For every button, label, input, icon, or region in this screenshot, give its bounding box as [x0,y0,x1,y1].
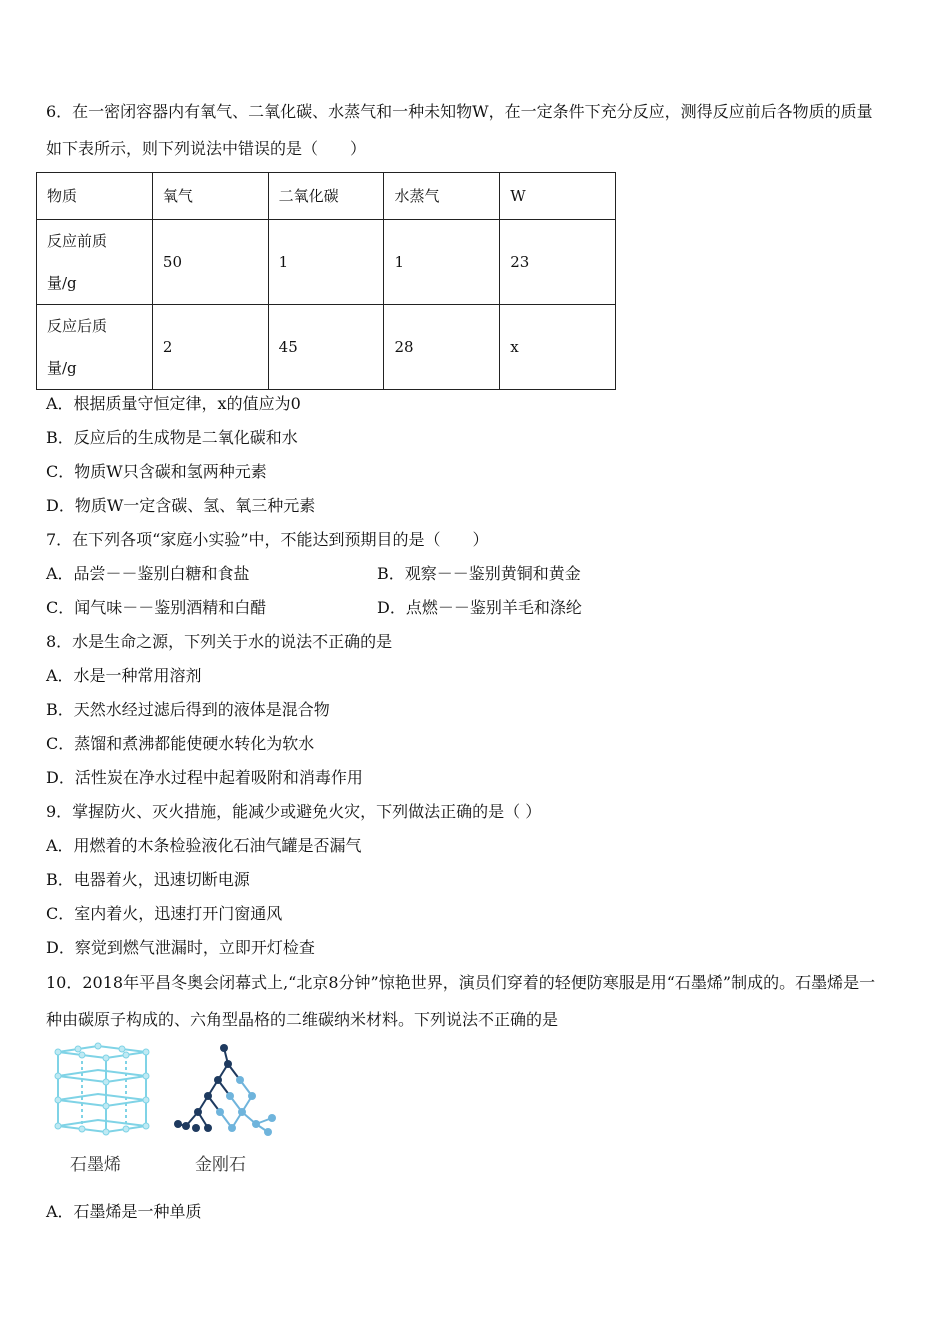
q9-option-c: C．室内着火，迅速打开门窗通风 [46,904,283,923]
row-label-line1: 反应后质 [47,317,108,335]
table-cell: 45 [268,305,384,390]
q6-mass-table [36,172,616,390]
table-header-cell: 物质 [37,173,153,220]
row-label-line2: 量/g [47,359,77,377]
table-cell: x [500,305,616,390]
table-cell: 50 [152,220,268,305]
q8-stem: 8．水是生命之源，下列关于水的说法不正确的是 [46,632,393,651]
q10-stem-line2: 种由碳原子构成的、六角型晶格的二维碳纳米材料。下列说法不正确的是 [46,1010,559,1029]
diamond-label: 金刚石 [195,1155,246,1175]
q8-option-a: A．水是一种常用溶剂 [46,666,202,685]
q8-option-d: D．活性炭在净水过程中起着吸附和消毒作用 [46,768,363,787]
q7-option-d: D．点燃－－鉴别羊毛和涤纶 [377,598,582,617]
row-label-cell [37,305,153,390]
table-header-cell: W [500,173,616,220]
table-header-cell: 二氧化碳 [268,173,384,220]
q6-option-b: B．反应后的生成物是二氧化碳和水 [46,428,298,447]
q7-option-a: A．品尝－－鉴别白糖和食盐 [46,564,250,583]
q10-option-a: A．石墨烯是一种单质 [46,1202,202,1221]
table-header-row [37,173,616,220]
q6-option-a: A．根据质量守恒定律，x的值应为0 [46,394,301,413]
q6-option-d: D．物质W一定含碳、氢、氧三种元素 [46,496,316,515]
q9-option-a: A．用燃着的木条检验液化石油气罐是否漏气 [46,836,362,855]
table-cell: 1 [268,220,384,305]
q10-stem-line1: 10．2018年平昌冬奥会闭幕式上,“北京8分钟”惊艳世界，演员们穿着的轻便防寒服是用“石墨烯”制成的。石墨烯是一 [46,973,876,992]
table-cell: 23 [500,220,616,305]
table-header-cell: 水蒸气 [384,173,500,220]
graphene-structure-image [55,1043,149,1135]
row-label-line1: 反应前质 [47,232,108,250]
diamond-structure-image [174,1044,276,1136]
q9-stem: 9．掌握防火、灭火措施，能减少或避免火灾，下列做法正确的是（ ） [46,802,542,821]
table-header-cell: 氧气 [152,173,268,220]
table-row [37,305,616,390]
q7-stem: 7．在下列各项“家庭小实验”中，不能达到预期目的是（ ） [46,530,489,549]
row-label-cell [37,220,153,305]
table-row [37,220,616,305]
q6-stem-line1: 6．在一密闭容器内有氧气、二氧化碳、水蒸气和一种未知物W，在一定条件下充分反应，测得反应前后各物质的质量 [46,102,873,121]
q6-option-c: C．物质W只含碳和氢两种元素 [46,462,267,481]
table-cell: 28 [384,305,500,390]
row-label-line2: 量/g [47,274,77,292]
q6-stem-line2: 如下表所示，则下列说法中错误的是（ ） [46,139,367,158]
graphene-label: 石墨烯 [70,1155,121,1175]
table-cell: 1 [384,220,500,305]
q9-option-b: B．电器着火，迅速切断电源 [46,870,250,889]
q8-option-b: B．天然水经过滤后得到的液体是混合物 [46,700,330,719]
q7-option-c: C．闻气味－－鉴别酒精和白醋 [46,598,267,617]
table-cell: 2 [152,305,268,390]
q8-option-c: C．蒸馏和煮沸都能使硬水转化为软水 [46,734,315,753]
q9-option-d: D．察觉到燃气泄漏时，立即开灯检查 [46,938,315,957]
q7-option-b: B．观察－－鉴别黄铜和黄金 [377,564,581,583]
